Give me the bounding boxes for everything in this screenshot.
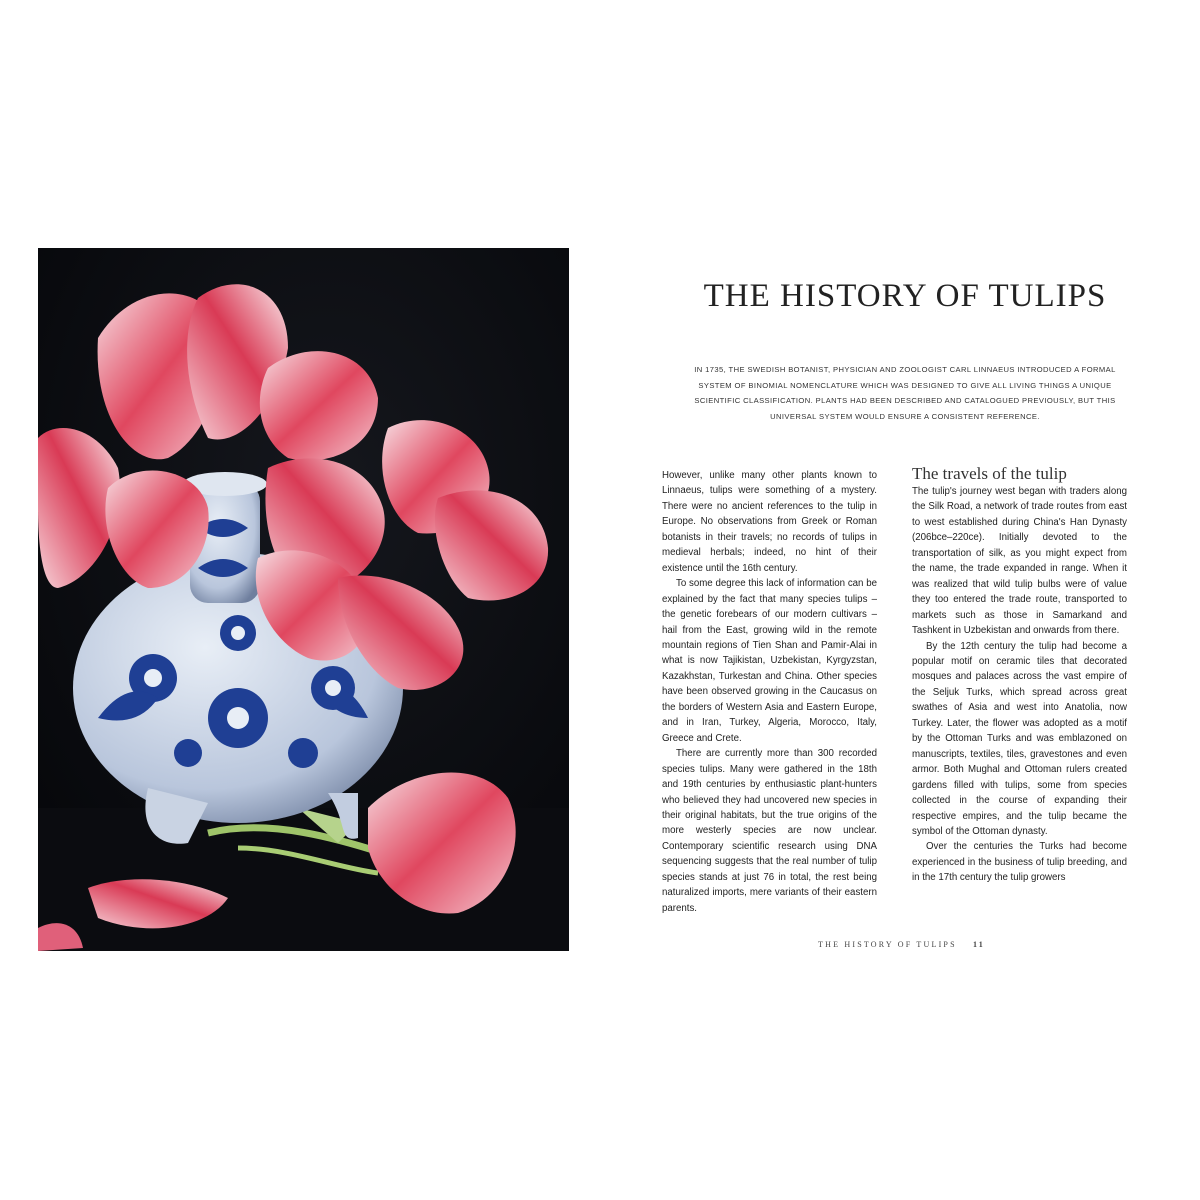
body-paragraph: Over the centuries the Turks had become experienced in the business of tulip breeding, and in the 17th century the tulip growers	[912, 841, 1127, 884]
section-subheading: The travels of the tulip	[912, 464, 1067, 483]
body-paragraph: There are currently more than 300 recorded species tulips. Many were gathered in the 18th and 19th centuries by enthusiastic plant-hunters who believed they had uncovered new species in their original habitats, but the true origins of the more westerly species are now unclear. Contemporary scientific research using DNA sequencing suggests that the real number of tulip species stands at just 76 in total, the rest being naturalized imports, mere variants of their eastern parents.	[662, 748, 877, 914]
body-paragraph: The tulip's journey west began with traders along the Silk Road, a network of trade routes from east to west established during China's Han Dynasty (206bce–220ce). Initially devoted to the transportation of silk, as you might expect from the name, the trade expanded in range. When it was realized that wild tulip bulbs were of value they too entered the trade route, transported to markets such as those in Samarkand and Tashkent in Uzbekistan and onwards from there.	[912, 486, 1127, 637]
page-number: 11	[973, 940, 985, 949]
body-paragraph: By the 12th century the tulip had become a popular motif on ceramic tiles that decorated mosques and palaces across the vast empire of the Seljuk Turks, which spread across great swathes of Asia and west into Anatolia, now Turkey. Later, the flower was adopted as a motif by the Ottoman Turks and was emblazoned on manuscripts, textiles, tiles, gravestones and even armor. Both Mughal and Ottoman rulers created gardens filled with tulips, some from species collected in the course of expanding their respective empires, and the tulip became the symbol of the Ottoman dynasty.	[912, 640, 1127, 837]
tulip-vase-photo	[38, 248, 569, 951]
body-paragraph: However, unlike many other plants known to Linnaeus, tulips were something of a mystery. There were no ancient references to the tulip in Europe. No observations from Greek or Roman botanists in their travels; no records of tulips in medieval herbals; indeed, no hint of their existence until the 16th century.	[662, 470, 877, 574]
right-text-column	[912, 464, 1127, 886]
page-title: THE HISTORY OF TULIPS	[703, 278, 1107, 314]
body-paragraph: To some degree this lack of information can be explained by the fact that many species tulips – the genetic forebears of our modern cultivars – hail from the East, growing wild in the remote mountain regions of Tien Shan and Pamir-Alai in what is now Tajikistan, Uzbekistan, Kyrgyzstan, Kazakhstan, Turkestan and China. Other species have been observed growing in the Caucasus on the borders of Western Asia and Eastern Europe, and in Iran, Turkey, Algeria, Morocco, Italy, Greece and Crete.	[662, 578, 877, 744]
running-head: THE HISTORY OF TULIPS	[818, 940, 957, 949]
intro-paragraph: IN 1735, THE SWEDISH BOTANIST, PHYSICIAN AND ZOOLOGIST CARL LINNAEUS INTRODUCED A FORMAL SYSTEM OF BINOMIAL NOMENCLATURE WHICH WAS DESIGNED TO GIVE ALL LIVING THINGS A UNIQUE SCIENTIFIC CLASSIFICATION. PLANTS HAD BEEN DESCRIBED AND CATALOGUED PREVIOUSLY, BUT THIS UNIVERSAL SYSTEM WOULD ENSURE A CONSISTENT REFERENCE.	[694, 365, 1116, 421]
left-text-column	[662, 468, 877, 916]
